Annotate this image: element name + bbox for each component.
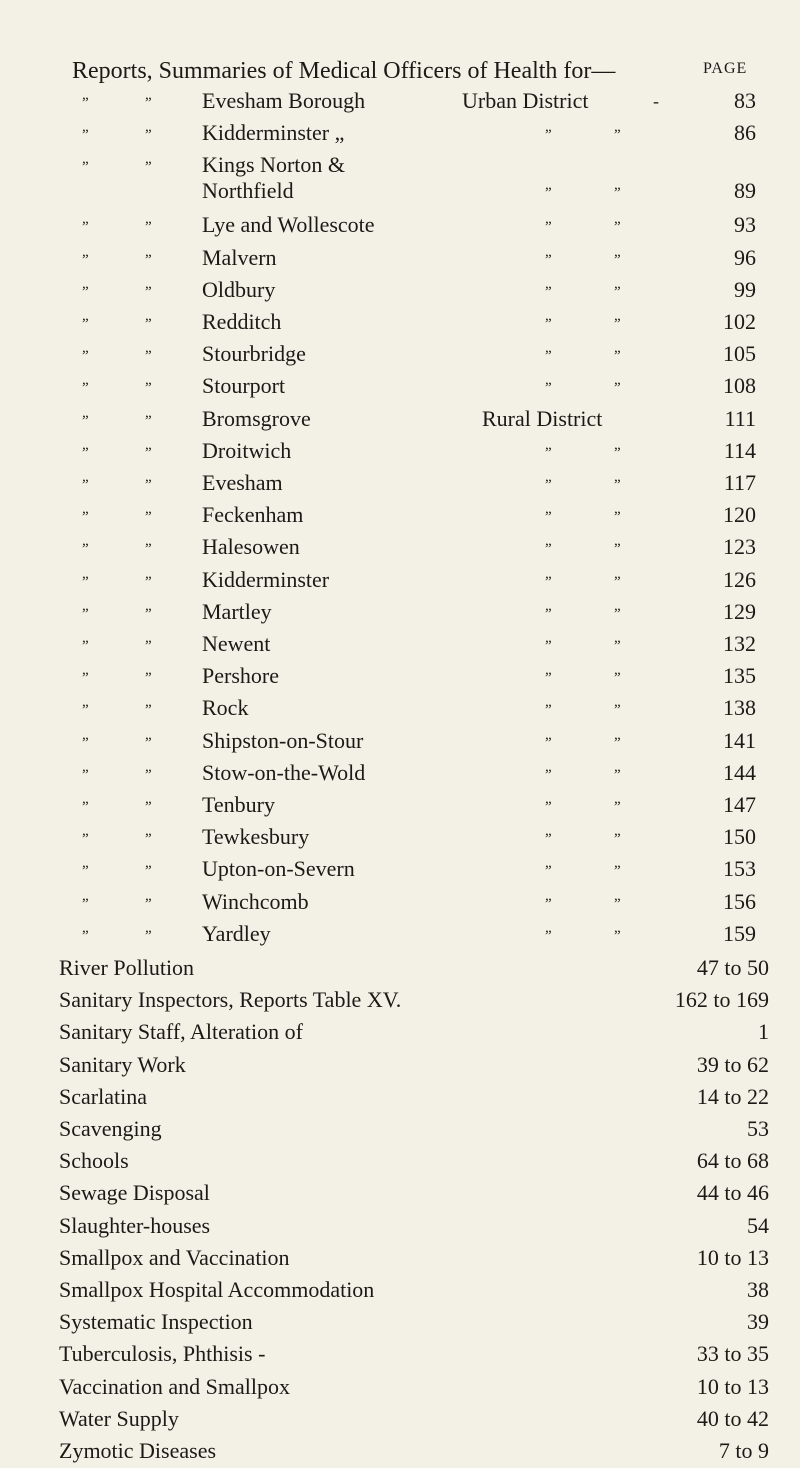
ditto-mark: ”	[145, 219, 152, 236]
page-number: 129	[723, 598, 756, 624]
ditto-mark: ”	[82, 444, 89, 461]
ditto-mark: ”	[614, 895, 621, 912]
page-number: 102	[723, 309, 756, 334]
index-heading: Reports, Summaries of Medical Officers of Health for—	[72, 58, 616, 84]
ditto-mark: ”	[614, 927, 621, 944]
ditto-mark: ”	[545, 605, 552, 622]
subject-entry-row	[0, 951, 800, 985]
ditto-mark: ”	[145, 895, 152, 912]
subject-entry-row	[0, 1176, 800, 1210]
subject-topic: Sanitary Inspectors, Reports Table XV.	[59, 987, 402, 1013]
ditto-mark: ”	[614, 127, 621, 144]
ditto-mark: ”	[82, 670, 89, 687]
ditto-mark: ”	[82, 927, 89, 944]
ditto-mark: ”	[145, 734, 152, 751]
ditto-mark: ”	[545, 251, 552, 268]
entry-name: Stow-on-the-Wold	[202, 759, 366, 785]
page-number: 123	[723, 534, 756, 560]
ditto-mark: ”	[82, 348, 89, 365]
ditto-mark: ”	[145, 380, 152, 397]
report-entry-row	[0, 241, 800, 275]
ditto-mark: ”	[82, 251, 89, 268]
page-number: 89	[734, 178, 756, 204]
ditto-mark: ”	[545, 799, 552, 815]
ditto-mark: ”	[545, 895, 552, 912]
ditto-mark: ”	[145, 541, 152, 558]
ditto-mark: ”	[82, 734, 89, 751]
report-entry-row	[0, 595, 800, 629]
ditto-mark: ”	[82, 895, 89, 912]
page-number: 40 to 42	[696, 1405, 769, 1431]
report-entry-row	[0, 116, 800, 150]
entry-name: Stourport	[202, 373, 286, 399]
ditto-mark: ”	[614, 831, 621, 848]
page-number: 141	[723, 727, 756, 753]
ditto-mark: ”	[614, 863, 621, 880]
subject-entry-row	[0, 1370, 800, 1404]
report-entry-row	[0, 84, 800, 118]
ditto-mark: ”	[145, 251, 152, 268]
page-number: 114	[723, 437, 756, 463]
page-number: 150	[723, 824, 756, 850]
district-type: Urban District	[462, 88, 589, 113]
subject-topic: Smallpox and Vaccination	[59, 1244, 290, 1270]
ditto-mark: ”	[545, 348, 552, 365]
entry-name: Shipston-on-Stour	[202, 727, 364, 753]
ditto-mark: ”	[145, 316, 152, 332]
entry-name: Pershore	[202, 663, 279, 689]
subject-topic: Sanitary Staff, Alteration of	[59, 1019, 303, 1045]
subject-topic: Scarlatina	[59, 1083, 147, 1109]
ditto-mark: ”	[82, 127, 89, 144]
ditto-mark: ”	[145, 605, 152, 622]
subject-topic: Smallpox Hospital Accommodation	[59, 1277, 375, 1302]
entry-name: Rock	[202, 695, 249, 721]
subject-topic: Sewage Disposal	[59, 1180, 210, 1206]
page-number: 159	[723, 920, 756, 946]
page-number: 53	[747, 1116, 769, 1141]
ditto-mark: ”	[82, 541, 89, 558]
page-number: 138	[723, 695, 756, 721]
ditto-mark: ”	[82, 799, 89, 815]
page-number: 120	[723, 502, 756, 528]
ditto-mark: ”	[614, 219, 621, 236]
subject-topic: Sanitary Work	[59, 1051, 186, 1077]
page-number: 54	[747, 1212, 769, 1238]
subject-topic: Systematic Inspection	[59, 1309, 253, 1335]
ditto-mark: ”	[82, 159, 89, 176]
ditto-mark: ”	[614, 638, 621, 654]
ditto-mark: ”	[145, 799, 152, 815]
ditto-mark: ”	[545, 127, 552, 144]
ditto-mark: ”	[82, 766, 89, 783]
subject-topic: Schools	[59, 1148, 129, 1174]
subject-entry-row	[0, 1402, 800, 1436]
ditto-mark: ”	[545, 380, 552, 397]
subject-entry-row	[0, 1080, 800, 1114]
ditto-mark: ”	[545, 509, 552, 526]
ditto-mark: ”	[82, 95, 89, 111]
ditto-mark: ”	[545, 863, 552, 880]
page-number: 135	[723, 663, 756, 689]
ditto-mark: ”	[545, 316, 552, 332]
page-number: 96	[734, 244, 756, 270]
entry-name: Oldbury	[202, 276, 276, 302]
report-entry-row	[0, 369, 800, 403]
subject-entry-row	[0, 983, 800, 1017]
page-number: 86	[734, 120, 756, 146]
subject-topic: Scavenging	[59, 1116, 162, 1141]
ditto-mark: ”	[545, 573, 552, 590]
page-number: 108	[723, 373, 756, 399]
report-entry-row	[0, 434, 800, 468]
subject-topic: Zymotic Diseases	[59, 1438, 217, 1463]
ditto-mark: ”	[614, 799, 621, 815]
leader-dash: -	[653, 91, 659, 111]
subject-entry-row	[0, 1337, 800, 1371]
report-entry-row	[0, 530, 800, 564]
report-entry-row	[0, 691, 800, 725]
ditto-mark: ”	[614, 283, 621, 300]
ditto-mark: ”	[145, 831, 152, 848]
page-number: 38	[747, 1277, 769, 1302]
page-number: 153	[723, 856, 756, 882]
ditto-mark: ”	[82, 219, 89, 236]
page-number: 132	[723, 631, 756, 656]
ditto-mark: ”	[545, 831, 552, 848]
ditto-mark: ”	[145, 509, 152, 526]
ditto-mark: ”	[614, 605, 621, 622]
entry-name: Redditch	[202, 309, 282, 334]
ditto-mark: ”	[545, 766, 552, 783]
ditto-mark: ”	[545, 185, 552, 202]
ditto-mark: ”	[614, 316, 621, 332]
ditto-mark: ”	[82, 638, 89, 654]
report-entry-row	[0, 337, 800, 371]
entry-name-continued: Northfield	[202, 178, 294, 204]
page-number: 156	[723, 888, 756, 914]
ditto-mark: ”	[145, 95, 152, 111]
ditto-mark: ”	[614, 348, 621, 365]
ditto-mark: ”	[614, 444, 621, 461]
page-number: 99	[734, 276, 756, 302]
ditto-mark: ”	[545, 219, 552, 236]
page-number: 144	[723, 759, 756, 785]
subject-entry-row	[0, 1112, 800, 1146]
ditto-mark: ”	[545, 702, 552, 719]
page-number: 33 to 35	[696, 1341, 769, 1367]
ditto-mark: ”	[614, 734, 621, 751]
ditto-mark: ”	[545, 638, 552, 654]
ditto-mark: ”	[145, 127, 152, 144]
entry-name: Yardley	[202, 920, 271, 946]
subject-topic: Tuberculosis, Phthisis -	[59, 1341, 266, 1367]
report-entry-row	[0, 208, 800, 242]
ditto-mark: ”	[614, 766, 621, 783]
entry-name: Lye and Wollescote	[202, 212, 375, 238]
report-entry-row	[0, 756, 800, 790]
entry-name: Kidderminster	[202, 566, 330, 592]
report-entry-row	[0, 563, 800, 597]
ditto-mark: ”	[145, 444, 152, 461]
subject-topic: Slaughter-houses	[59, 1212, 211, 1238]
page-number: 10 to 13	[696, 1373, 769, 1399]
subject-entry-row	[0, 1273, 800, 1307]
ditto-mark: ”	[545, 444, 552, 461]
ditto-mark: ”	[145, 670, 152, 687]
ditto-mark: ”	[82, 477, 89, 493]
ditto-mark: ”	[82, 283, 89, 300]
page-number: 147	[723, 792, 756, 817]
ditto-mark: ”	[82, 316, 89, 332]
entry-name: Tenbury	[202, 792, 275, 817]
report-entry-row	[0, 498, 800, 532]
entry-name: Tewkesbury	[202, 824, 310, 850]
entry-name: Newent	[202, 631, 271, 656]
ditto-mark: ”	[614, 541, 621, 558]
district-type: Rural District	[482, 405, 603, 431]
subject-topic: River Pollution	[59, 955, 195, 980]
report-entry-row	[0, 627, 800, 661]
report-entry-row	[0, 852, 800, 886]
ditto-mark: ”	[82, 831, 89, 848]
subject-entry-row	[0, 1305, 800, 1339]
entry-name: Halesowen	[202, 534, 300, 560]
entry-name: Feckenham	[202, 502, 304, 528]
ditto-mark: ”	[545, 734, 552, 751]
page-number: 39	[747, 1309, 769, 1335]
ditto-mark: ”	[545, 477, 552, 493]
subject-entry-row	[0, 1144, 800, 1178]
entry-name: Winchcomb	[202, 888, 309, 914]
ditto-mark: ”	[545, 541, 552, 558]
ditto-mark: ”	[82, 380, 89, 397]
ditto-mark: ”	[614, 509, 621, 526]
ditto-mark: ”	[614, 251, 621, 268]
report-entry-row	[0, 305, 800, 339]
ditto-mark: ”	[145, 638, 152, 654]
entry-name: Stourbridge	[202, 341, 306, 367]
entry-name: Evesham Borough	[202, 88, 366, 113]
report-entry-row	[0, 788, 800, 822]
page-number: 162 to 169	[674, 987, 769, 1013]
subject-entry-row	[0, 1241, 800, 1275]
entry-name: Bromsgrove	[202, 405, 311, 431]
subject-entry-row	[0, 1434, 800, 1468]
entry-name: Martley	[202, 598, 272, 624]
ditto-mark: ”	[545, 927, 552, 944]
page-number: 1	[758, 1019, 769, 1045]
report-entry-row	[0, 466, 800, 500]
page-number: 64 to 68	[696, 1148, 769, 1174]
ditto-mark: ”	[145, 702, 152, 719]
subject-entry-row	[0, 1048, 800, 1082]
report-entry-row	[0, 885, 800, 919]
page-number: 111	[724, 405, 756, 431]
ditto-mark: ”	[145, 283, 152, 300]
page-number: 44 to 46	[696, 1180, 769, 1206]
page-number: 93	[734, 212, 756, 238]
entry-name: Kidderminster „	[202, 120, 345, 146]
subject-topic: Water Supply	[59, 1405, 179, 1431]
entry-name: Evesham	[202, 470, 283, 495]
ditto-mark: ”	[145, 573, 152, 590]
page-number: 39 to 62	[696, 1051, 769, 1077]
report-entry-row	[0, 148, 800, 210]
ditto-mark: ”	[82, 863, 89, 880]
ditto-mark: ”	[82, 573, 89, 590]
entry-name: Malvern	[202, 244, 277, 270]
page-number: 10 to 13	[696, 1244, 769, 1270]
ditto-mark: ”	[145, 863, 152, 880]
ditto-mark: ”	[82, 509, 89, 526]
ditto-mark: ”	[614, 380, 621, 397]
page-number: 7 to 9	[718, 1438, 769, 1463]
page-column-label: PAGE	[703, 60, 748, 77]
report-entry-row	[0, 273, 800, 307]
subject-entry-row	[0, 1209, 800, 1243]
ditto-mark: ”	[614, 477, 621, 493]
ditto-mark: ”	[145, 766, 152, 783]
ditto-mark: ”	[145, 477, 152, 493]
page-number: 83	[734, 88, 756, 113]
ditto-mark: ”	[82, 412, 89, 429]
ditto-mark: ”	[545, 670, 552, 687]
ditto-mark: ”	[145, 927, 152, 944]
page-number: 105	[723, 341, 756, 367]
ditto-mark: ”	[145, 412, 152, 429]
report-entry-row	[0, 917, 800, 951]
report-entry-row	[0, 659, 800, 693]
ditto-mark: ”	[614, 185, 621, 202]
entry-name: Droitwich	[202, 437, 292, 463]
page-number: 126	[723, 566, 756, 592]
entry-name: Kings Norton &	[202, 152, 345, 178]
ditto-mark: ”	[82, 605, 89, 622]
page-number: 117	[723, 470, 756, 495]
report-entry-row	[0, 724, 800, 758]
ditto-mark: ”	[82, 702, 89, 719]
ditto-mark: ”	[614, 670, 621, 687]
ditto-mark: ”	[614, 702, 621, 719]
subject-topic: Vaccination and Smallpox	[59, 1373, 290, 1399]
ditto-mark: ”	[614, 573, 621, 590]
page-number: 47 to 50	[696, 955, 769, 980]
entry-name: Upton-on-Severn	[202, 856, 355, 882]
report-entry-row	[0, 820, 800, 854]
ditto-mark: ”	[545, 283, 552, 300]
ditto-mark: ”	[145, 348, 152, 365]
ditto-mark: ”	[145, 159, 152, 176]
subject-entry-row	[0, 1015, 800, 1049]
page-number: 14 to 22	[696, 1083, 769, 1109]
report-entry-row	[0, 402, 800, 436]
